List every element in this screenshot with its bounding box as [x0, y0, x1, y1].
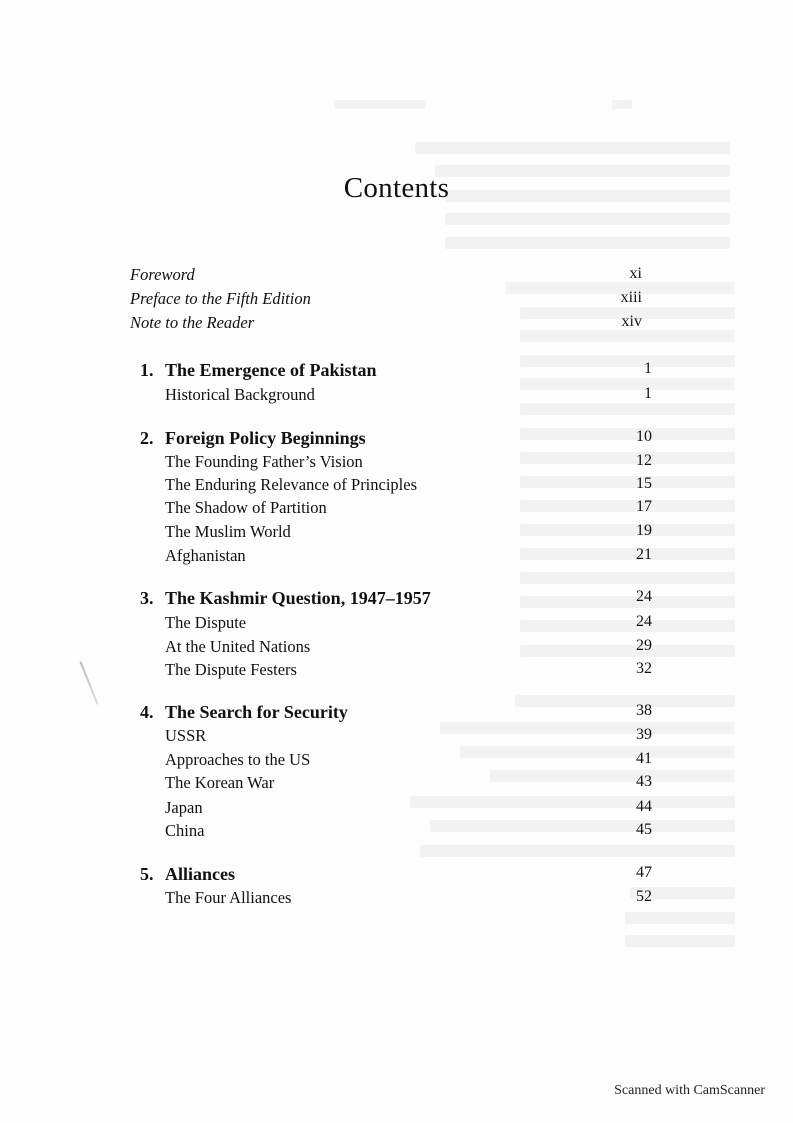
chapter-title: The Kashmir Question, 1947–1957 [165, 588, 431, 608]
chapter-number: 2. [140, 428, 154, 448]
section-page: 15 [636, 475, 652, 492]
section-entry[interactable] [165, 475, 652, 497]
chapter-title: Alliances [165, 864, 235, 884]
section-page: 1 [644, 385, 652, 402]
scanner-watermark: Scanned with CamScanner [614, 1083, 765, 1098]
chapter-page: 1 [644, 360, 652, 377]
section-entry[interactable] [165, 546, 652, 568]
front-matter-page: xiv [621, 313, 642, 330]
section-title: The Dispute [165, 613, 247, 632]
chapter-page: 47 [636, 864, 652, 881]
page-title: Contents [343, 172, 450, 204]
chapter-number: 5. [140, 864, 154, 884]
chapter-heading[interactable] [140, 360, 652, 384]
front-matter-page: xi [629, 265, 642, 282]
section-entry[interactable] [165, 726, 652, 748]
chapter-heading[interactable] [140, 702, 652, 726]
section-entry[interactable] [165, 385, 652, 407]
section-page: 32 [636, 660, 652, 677]
chapter-number: 1. [140, 360, 154, 380]
section-title: The Founding Father’s Vision [165, 452, 363, 471]
section-title: Afghanistan [165, 546, 246, 565]
section-title: The Four Alliances [165, 888, 292, 907]
section-page: 12 [636, 452, 652, 469]
section-page: 43 [636, 773, 652, 790]
section-title: The Shadow of Partition [165, 498, 327, 517]
section-title: At the United Nations [165, 637, 311, 656]
chapter-page: 24 [636, 588, 652, 605]
section-title: USSR [165, 726, 207, 745]
chapter-heading[interactable] [140, 588, 652, 612]
section-entry[interactable] [165, 798, 652, 820]
section-entry[interactable] [165, 821, 652, 843]
chapter-title: Foreign Policy Beginnings [165, 428, 366, 448]
chapter-number: 4. [140, 702, 154, 722]
section-page: 17 [636, 498, 652, 515]
chapter-heading[interactable] [140, 864, 652, 888]
section-page: 29 [636, 637, 652, 654]
section-entry[interactable] [165, 660, 652, 682]
section-title: The Muslim World [165, 522, 291, 541]
chapter-number: 3. [140, 588, 154, 608]
section-page: 21 [636, 546, 652, 563]
section-title: The Dispute Festers [165, 660, 297, 679]
section-title: Japan [165, 798, 203, 817]
section-title: Approaches to the US [165, 750, 311, 769]
front-matter-item[interactable] [130, 289, 642, 311]
margin-pen-mark [79, 661, 98, 704]
front-matter-label: Preface to the Fifth Edition [130, 289, 311, 308]
section-entry[interactable] [165, 637, 652, 659]
chapter-title: The Search for Security [165, 702, 348, 722]
section-entry[interactable] [165, 773, 652, 795]
section-page: 41 [636, 750, 652, 767]
section-page: 52 [636, 888, 652, 905]
section-entry[interactable] [165, 522, 652, 544]
chapter-heading[interactable] [140, 428, 652, 452]
section-page: 24 [636, 613, 652, 630]
section-page: 44 [636, 798, 652, 815]
front-matter-page: xiii [620, 289, 642, 306]
chapter-page: 10 [636, 428, 652, 445]
section-entry[interactable] [165, 613, 652, 635]
section-entry[interactable] [165, 750, 652, 772]
front-matter-item[interactable] [130, 265, 642, 287]
section-page: 39 [636, 726, 652, 743]
front-matter-label: Note to the Reader [130, 313, 255, 332]
front-matter-label: Foreword [130, 265, 195, 284]
section-title: The Enduring Relevance of Principles [165, 475, 418, 494]
section-page: 45 [636, 821, 652, 838]
section-entry[interactable] [165, 498, 652, 520]
section-title: Historical Background [165, 385, 315, 404]
front-matter-item[interactable] [130, 313, 642, 335]
section-page: 19 [636, 522, 652, 539]
chapter-title: The Emergence of Pakistan [165, 360, 377, 380]
section-title: China [165, 821, 205, 840]
section-entry[interactable] [165, 888, 652, 910]
section-title: The Korean War [165, 773, 275, 792]
section-entry[interactable] [165, 452, 652, 474]
chapter-page: 38 [636, 702, 652, 719]
